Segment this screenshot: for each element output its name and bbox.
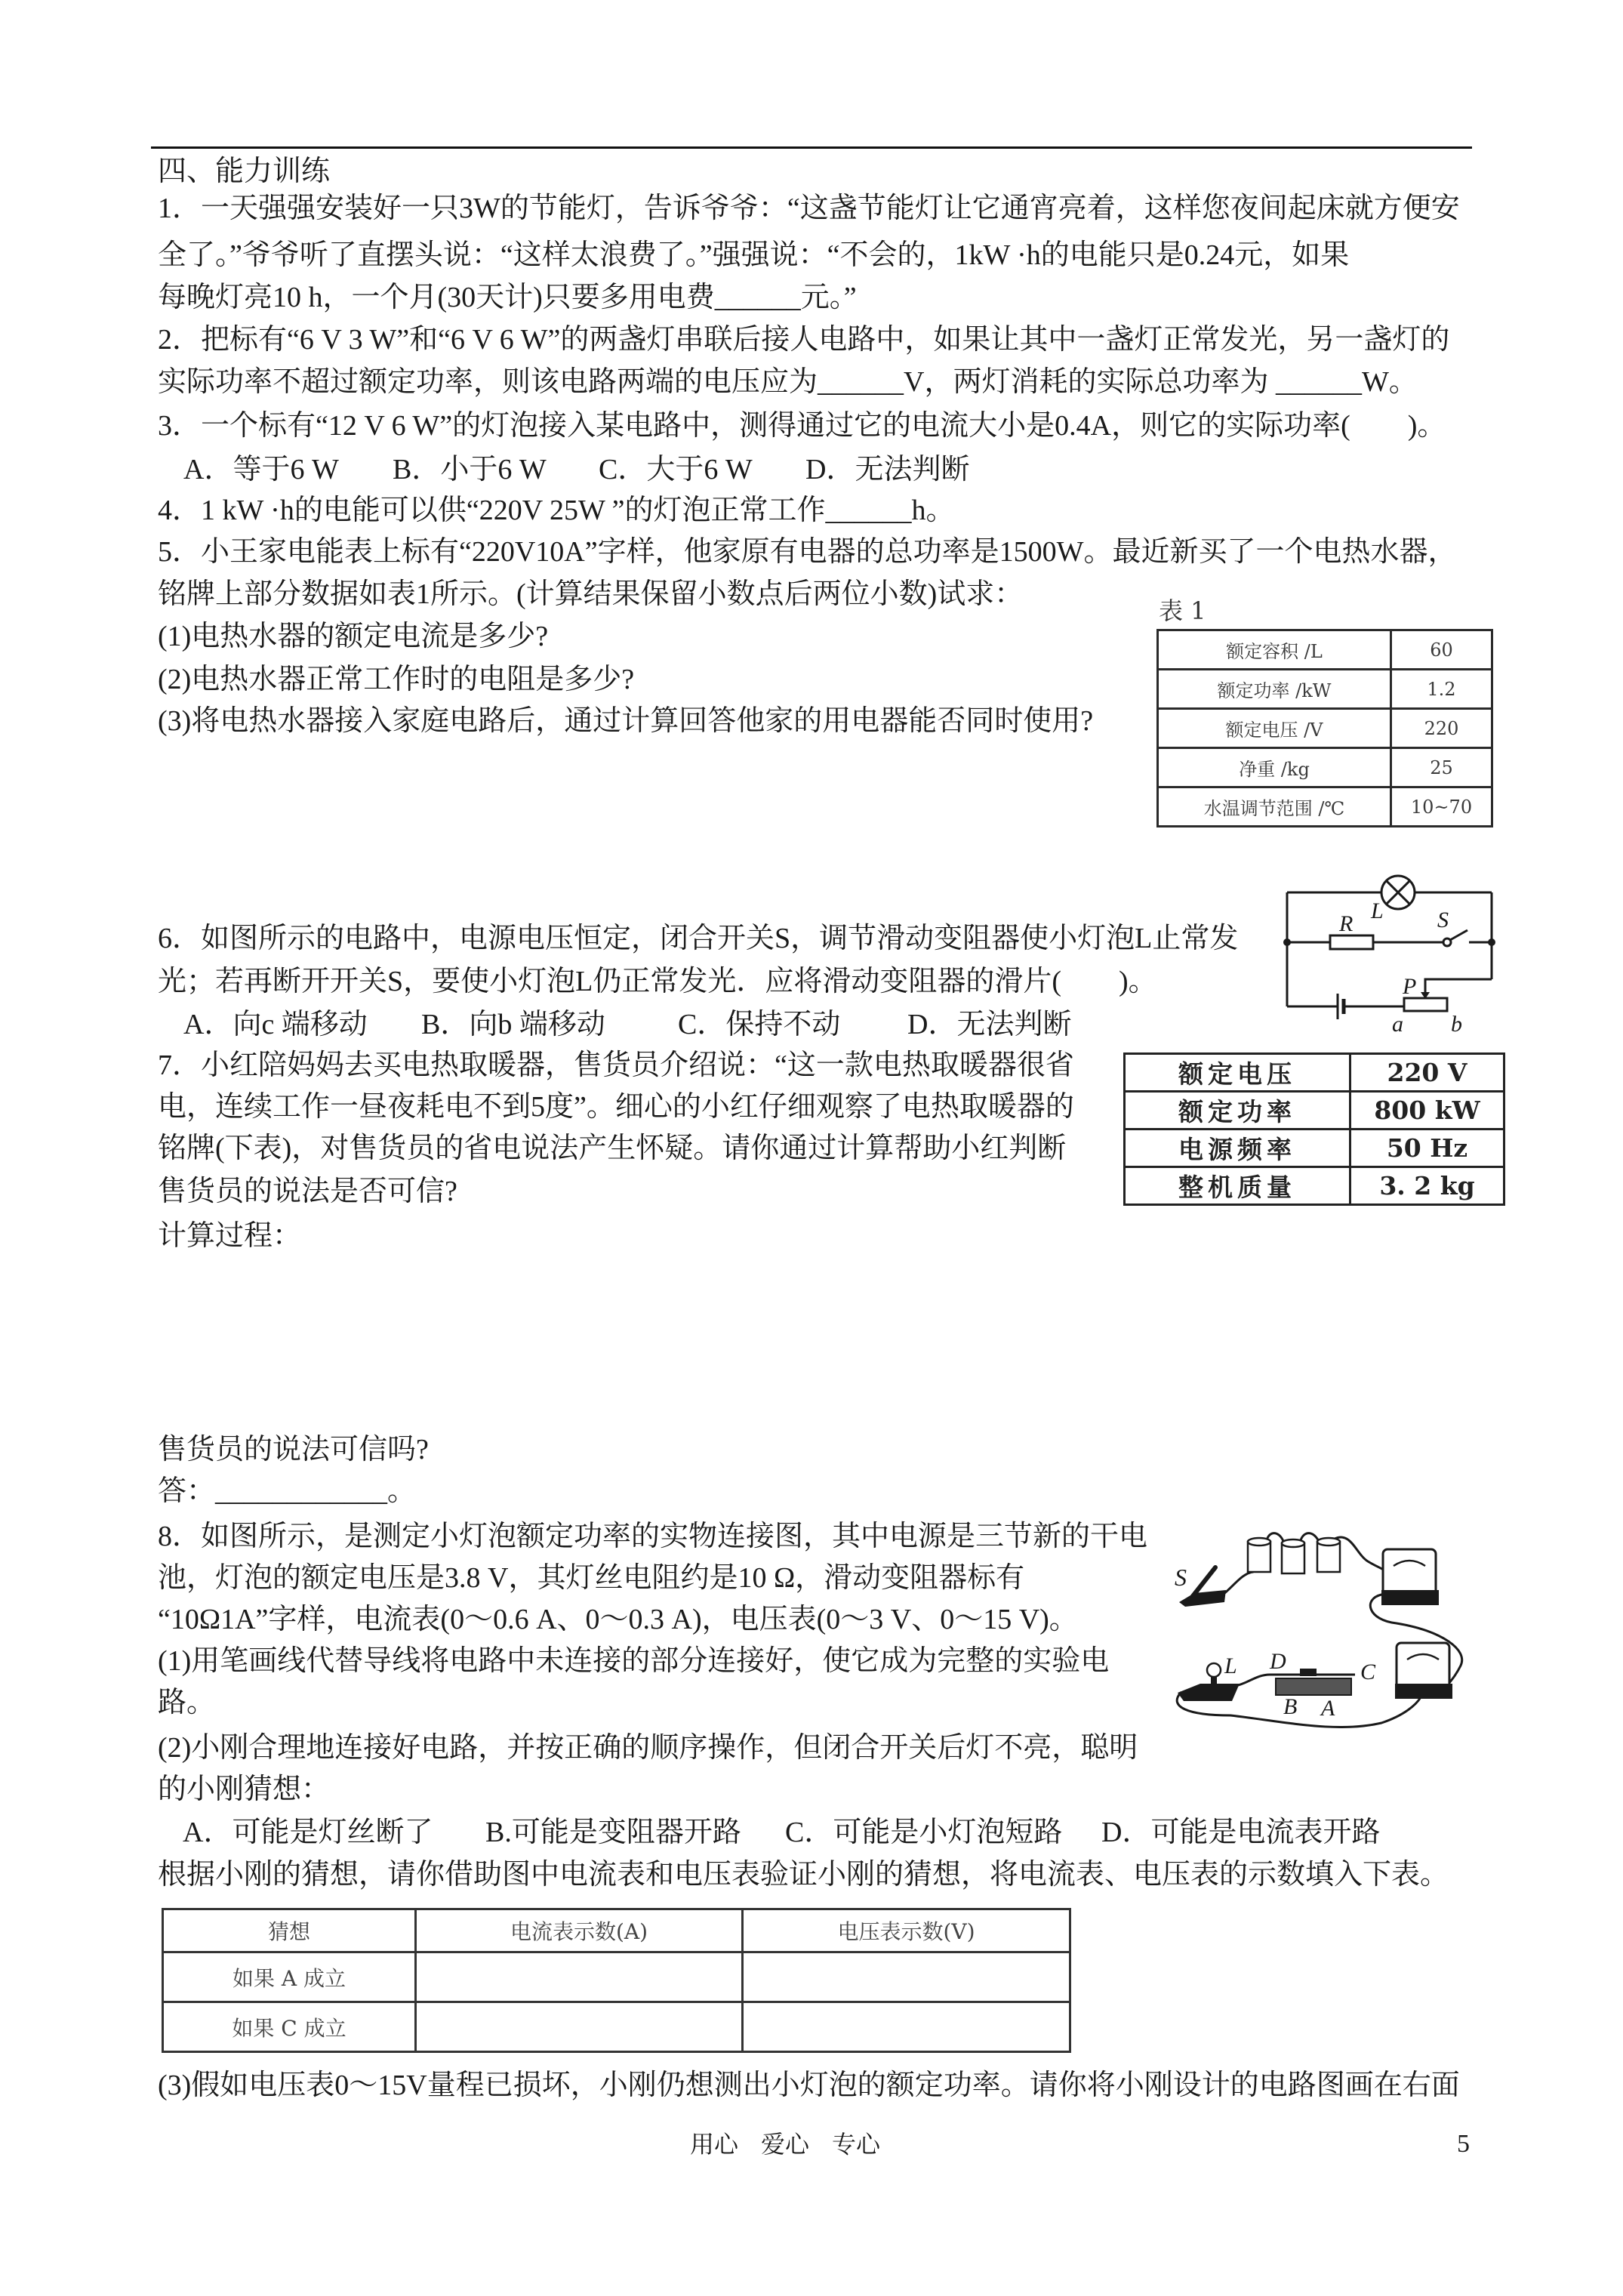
- ammeter-icon: [1397, 1643, 1449, 1690]
- question-7-line: 售货员的说法是否可信?: [158, 1176, 457, 1207]
- spec-value: 220: [1391, 709, 1492, 748]
- question-1-line: 1．一天强强安装好一只3W的节能灯，告诉爷爷：“这盏节能灯让它通宵亮着，这样您夜间起床就方便安: [158, 193, 1460, 224]
- spec-value: 1.2: [1391, 670, 1492, 709]
- column-header-voltmeter: 电压表示数(V): [743, 1909, 1070, 1952]
- question-8-line: 8．如图所示，是测定小灯泡额定功率的实物连接图，其中电源是三节新的干电: [158, 1521, 1148, 1552]
- table-row: [1158, 709, 1492, 748]
- question-8-line: 池，灯泡的额定电压是3.8 V，其灯丝电阻约是10 Ω，滑动变阻器标有: [158, 1562, 1025, 1594]
- spec-value: 10~70: [1391, 787, 1492, 827]
- battery-top-icon: [1317, 1538, 1340, 1546]
- question-7-line: 7．小红陪妈妈去买电热取暖器，售货员介绍说：“这一款电热取暖器很省: [158, 1049, 1074, 1081]
- heater-nameplate-table: [1123, 1052, 1505, 1206]
- question-6-option-a: A．向c 端移动: [183, 1009, 368, 1040]
- spec-label: 额定功率 /kW: [1158, 670, 1391, 709]
- label-lamp: L: [1224, 1653, 1237, 1678]
- question-1-line: 全了。”爷爷听了直摆头说：“这样太浪费了。”强强说：“不会的，1kW ·h的电能只是0.24元，如果: [158, 239, 1350, 271]
- voltmeter-reading-cell[interactable]: [743, 1952, 1070, 2002]
- switch-pivot-icon: [1443, 938, 1451, 946]
- table-row: [1125, 1130, 1504, 1167]
- label-terminal-c: C: [1360, 1660, 1376, 1684]
- page-number: 5: [1457, 2130, 1470, 2158]
- label-resistor: R: [1339, 911, 1354, 936]
- table-row: [1158, 630, 1492, 670]
- spec-value: 60: [1391, 630, 1492, 670]
- question-8-option-a: A．可能是灯丝断了: [183, 1817, 433, 1848]
- label-terminal-d: D: [1270, 1649, 1286, 1674]
- spec-label: 水温调节范围 /℃: [1158, 787, 1391, 827]
- junction-dot-icon: [1283, 938, 1291, 946]
- section-heading: 四、能力训练: [158, 156, 331, 187]
- question-5-line: 5．小王家电能表上标有“220V10A”字样，他家原有电器的总功率是1500W。最近新买了一个电热水器，: [158, 536, 1457, 568]
- spec-label: 额定容积 /L: [1158, 630, 1391, 670]
- switch-base-icon: [1179, 1590, 1226, 1607]
- question-8-line: (2)小刚合理地连接好电路，并按正确的顺序操作，但闭合开关后灯不亮，聪明: [158, 1732, 1138, 1764]
- question-3-option-a: A．等于6 W: [183, 454, 339, 485]
- column-header-guess: 猜想: [163, 1909, 416, 1952]
- label-slider: P: [1403, 974, 1417, 999]
- question-2-line: 2．把标有“6 V 3 W”和“6 V 6 W”的两盏灯串联后接人电路中，如果让其中一盏灯正常发光，另一盏灯的: [158, 324, 1450, 356]
- spec-label: 净重 /kg: [1158, 748, 1391, 787]
- question-3-option-b: B．小于6 W: [393, 454, 547, 485]
- rheostat-icon: [1404, 998, 1447, 1011]
- ammeter-reading-cell[interactable]: [416, 2002, 743, 2052]
- ammeter-reading-cell[interactable]: [416, 1952, 743, 2002]
- question-8-option-c: C．可能是小灯泡短路: [785, 1817, 1063, 1848]
- header-rule: [151, 146, 1472, 149]
- nameplate-label: 额定电压: [1125, 1054, 1350, 1092]
- question-3-line: 3．一个标有“12 V 6 W”的灯泡接入某电路中，测得通过它的电流大小是0.4A，则它的实际功率( )。: [158, 410, 1446, 442]
- question-6-option-c: C．保持不动: [678, 1009, 841, 1040]
- nameplate-label: 额定功率: [1125, 1092, 1350, 1130]
- label-terminal-b: B: [1283, 1694, 1298, 1719]
- question-3-option-c: C．大于6 W: [599, 454, 753, 485]
- question-8-line: 路。: [158, 1687, 216, 1718]
- lamp-cross-icon: [1386, 880, 1409, 904]
- spec-value: 25: [1391, 748, 1492, 787]
- switch-lever-icon: [1450, 930, 1467, 940]
- lamp-socket-icon: [1211, 1676, 1217, 1685]
- question-6-line: 6．如图所示的电路中，电源电压恒定，闭合开关S，调节滑动变阻器使小灯泡L止常发: [158, 923, 1239, 954]
- wire-lamp-rheostat: [1238, 1675, 1270, 1685]
- question-8-option-d: D．可能是电流表开路: [1101, 1817, 1381, 1848]
- nameplate-label: 整机质量: [1125, 1167, 1350, 1205]
- table-row: [1125, 1054, 1504, 1092]
- question-5-sub-question: (2)电热水器正常工作时的电阻是多少?: [158, 664, 635, 695]
- column-header-ammeter: 电流表示数(A): [416, 1909, 743, 1952]
- battery-top-icon: [1282, 1539, 1304, 1547]
- label-lamp: L: [1371, 898, 1384, 923]
- table-row: [1158, 670, 1492, 709]
- footer-motto: 用心 爱心 专心: [690, 2131, 881, 2158]
- nameplate-label: 电源频率: [1125, 1130, 1350, 1167]
- question-8-line: “10Ω1A”字样，电流表(0～0.6 A、0～0.3 A)，电压表(0～3 V、0～15 V)。: [158, 1604, 1078, 1635]
- rheostat-slider-icon: [1300, 1669, 1317, 1676]
- question-7-followup: 售货员的说法可信吗?: [158, 1434, 429, 1465]
- row-label: 如果 A 成立: [163, 1952, 416, 2002]
- table-header-row: [163, 1909, 1070, 1952]
- lamp-base-icon: [1178, 1684, 1240, 1701]
- voltmeter-base-icon: [1381, 1590, 1439, 1605]
- ammeter-base-icon: [1395, 1684, 1452, 1699]
- question-7-line: 铭牌(下表)，对售货员的省电说法产生怀疑。请你通过计算帮助小红判断: [158, 1133, 1067, 1164]
- nameplate-value: 50 Hz: [1350, 1130, 1504, 1167]
- table-row: [1125, 1167, 1504, 1205]
- question-8-line: (1)用笔画线代替导线将电路中未连接的部分连接好，使它成为完整的实验电: [158, 1645, 1110, 1677]
- apparatus-diagram: [1170, 1518, 1525, 1744]
- circuit-diagram: [1276, 868, 1517, 1038]
- resistor-icon: [1330, 935, 1373, 949]
- label-terminal-a: A: [1321, 1696, 1335, 1721]
- question-3-option-d: D．无法判断: [805, 454, 970, 485]
- water-heater-spec-table: [1156, 629, 1493, 827]
- voltmeter-reading-cell[interactable]: [743, 2002, 1070, 2052]
- rheostat-coil-icon: [1276, 1678, 1351, 1695]
- nameplate-value: 3. 2 kg: [1350, 1167, 1504, 1205]
- wire-switch-battery: [1223, 1572, 1253, 1595]
- label-end-a: a: [1392, 1012, 1403, 1037]
- table-1-caption: 表 1: [1159, 596, 1206, 625]
- calculation-label: 计算过程：: [158, 1220, 302, 1252]
- question-5-sub-question: (1)电热水器的额定电流是多少?: [158, 621, 549, 652]
- row-label: 如果 C 成立: [163, 2002, 416, 2052]
- guess-verification-table: [162, 1908, 1071, 2053]
- question-6-option-d: D．无法判断: [907, 1009, 1072, 1040]
- lamp-bulb-icon: [1207, 1663, 1221, 1677]
- question-7-line: 电，连续工作一昼夜耗电不到5度”。细心的小红仔细观察了电热取暖器的: [158, 1091, 1074, 1123]
- question-8-instruction: 根据小刚的猜想，请你借助图中电流表和电压表验证小刚的猜想，将电流表、电压表的示数填入下表。: [158, 1859, 1449, 1891]
- junction-dot-icon: [1488, 938, 1495, 946]
- label-switch: S: [1175, 1564, 1187, 1591]
- table-row: [1158, 748, 1492, 787]
- nameplate-value: 800 kW: [1350, 1092, 1504, 1130]
- question-8-line: 的小刚猜想：: [158, 1774, 331, 1805]
- question-8-option-b: B.可能是变阻器开路: [485, 1817, 741, 1848]
- table-row: [1125, 1092, 1504, 1130]
- label-end-b: b: [1451, 1012, 1462, 1037]
- battery-top-icon: [1248, 1538, 1270, 1546]
- question-6-line: 光；若再断开开关S，要使小灯泡L仍正常发光．应将滑动变阻器的滑片( )。: [158, 966, 1157, 997]
- answer-blank: 答：____________。: [158, 1475, 417, 1507]
- table-row: [1158, 787, 1492, 827]
- wire-to-slider: [1425, 979, 1492, 994]
- question-6-option-b: B．向b 端移动: [421, 1009, 605, 1040]
- question-5-line: 铭牌上部分数据如表1所示。(计算结果保留小数点后两位小数)试求：: [158, 578, 1024, 610]
- question-2-line: 实际功率不超过额定功率，则该电路两端的电压应为______V，两灯消耗的实际总功率为 ______W。: [158, 366, 1418, 398]
- question-1-line: 每晚灯亮10 h，一个月(30天计)只要多用电费______元。”: [158, 282, 857, 313]
- question-8-part-3: (3)假如电压表0～15V量程已损坏，小刚仍想测出小灯泡的额定功率。请你将小刚设计的电路图画在右面: [158, 2069, 1460, 2101]
- question-4-line: 4．1 kW ·h的电能可以供“220V 25W ”的灯泡正常工作______h。: [158, 495, 955, 526]
- spec-label: 额定电压 /V: [1158, 709, 1391, 748]
- table-row: [163, 1952, 1070, 2002]
- label-switch: S: [1437, 908, 1449, 932]
- voltmeter-icon: [1383, 1549, 1436, 1596]
- question-5-sub-question: (3)将电热水器接入家庭电路后，通过计算回答他家的用电器能否同时使用?: [158, 705, 1094, 737]
- table-row: [163, 2002, 1070, 2052]
- nameplate-value: 220 V: [1350, 1054, 1504, 1092]
